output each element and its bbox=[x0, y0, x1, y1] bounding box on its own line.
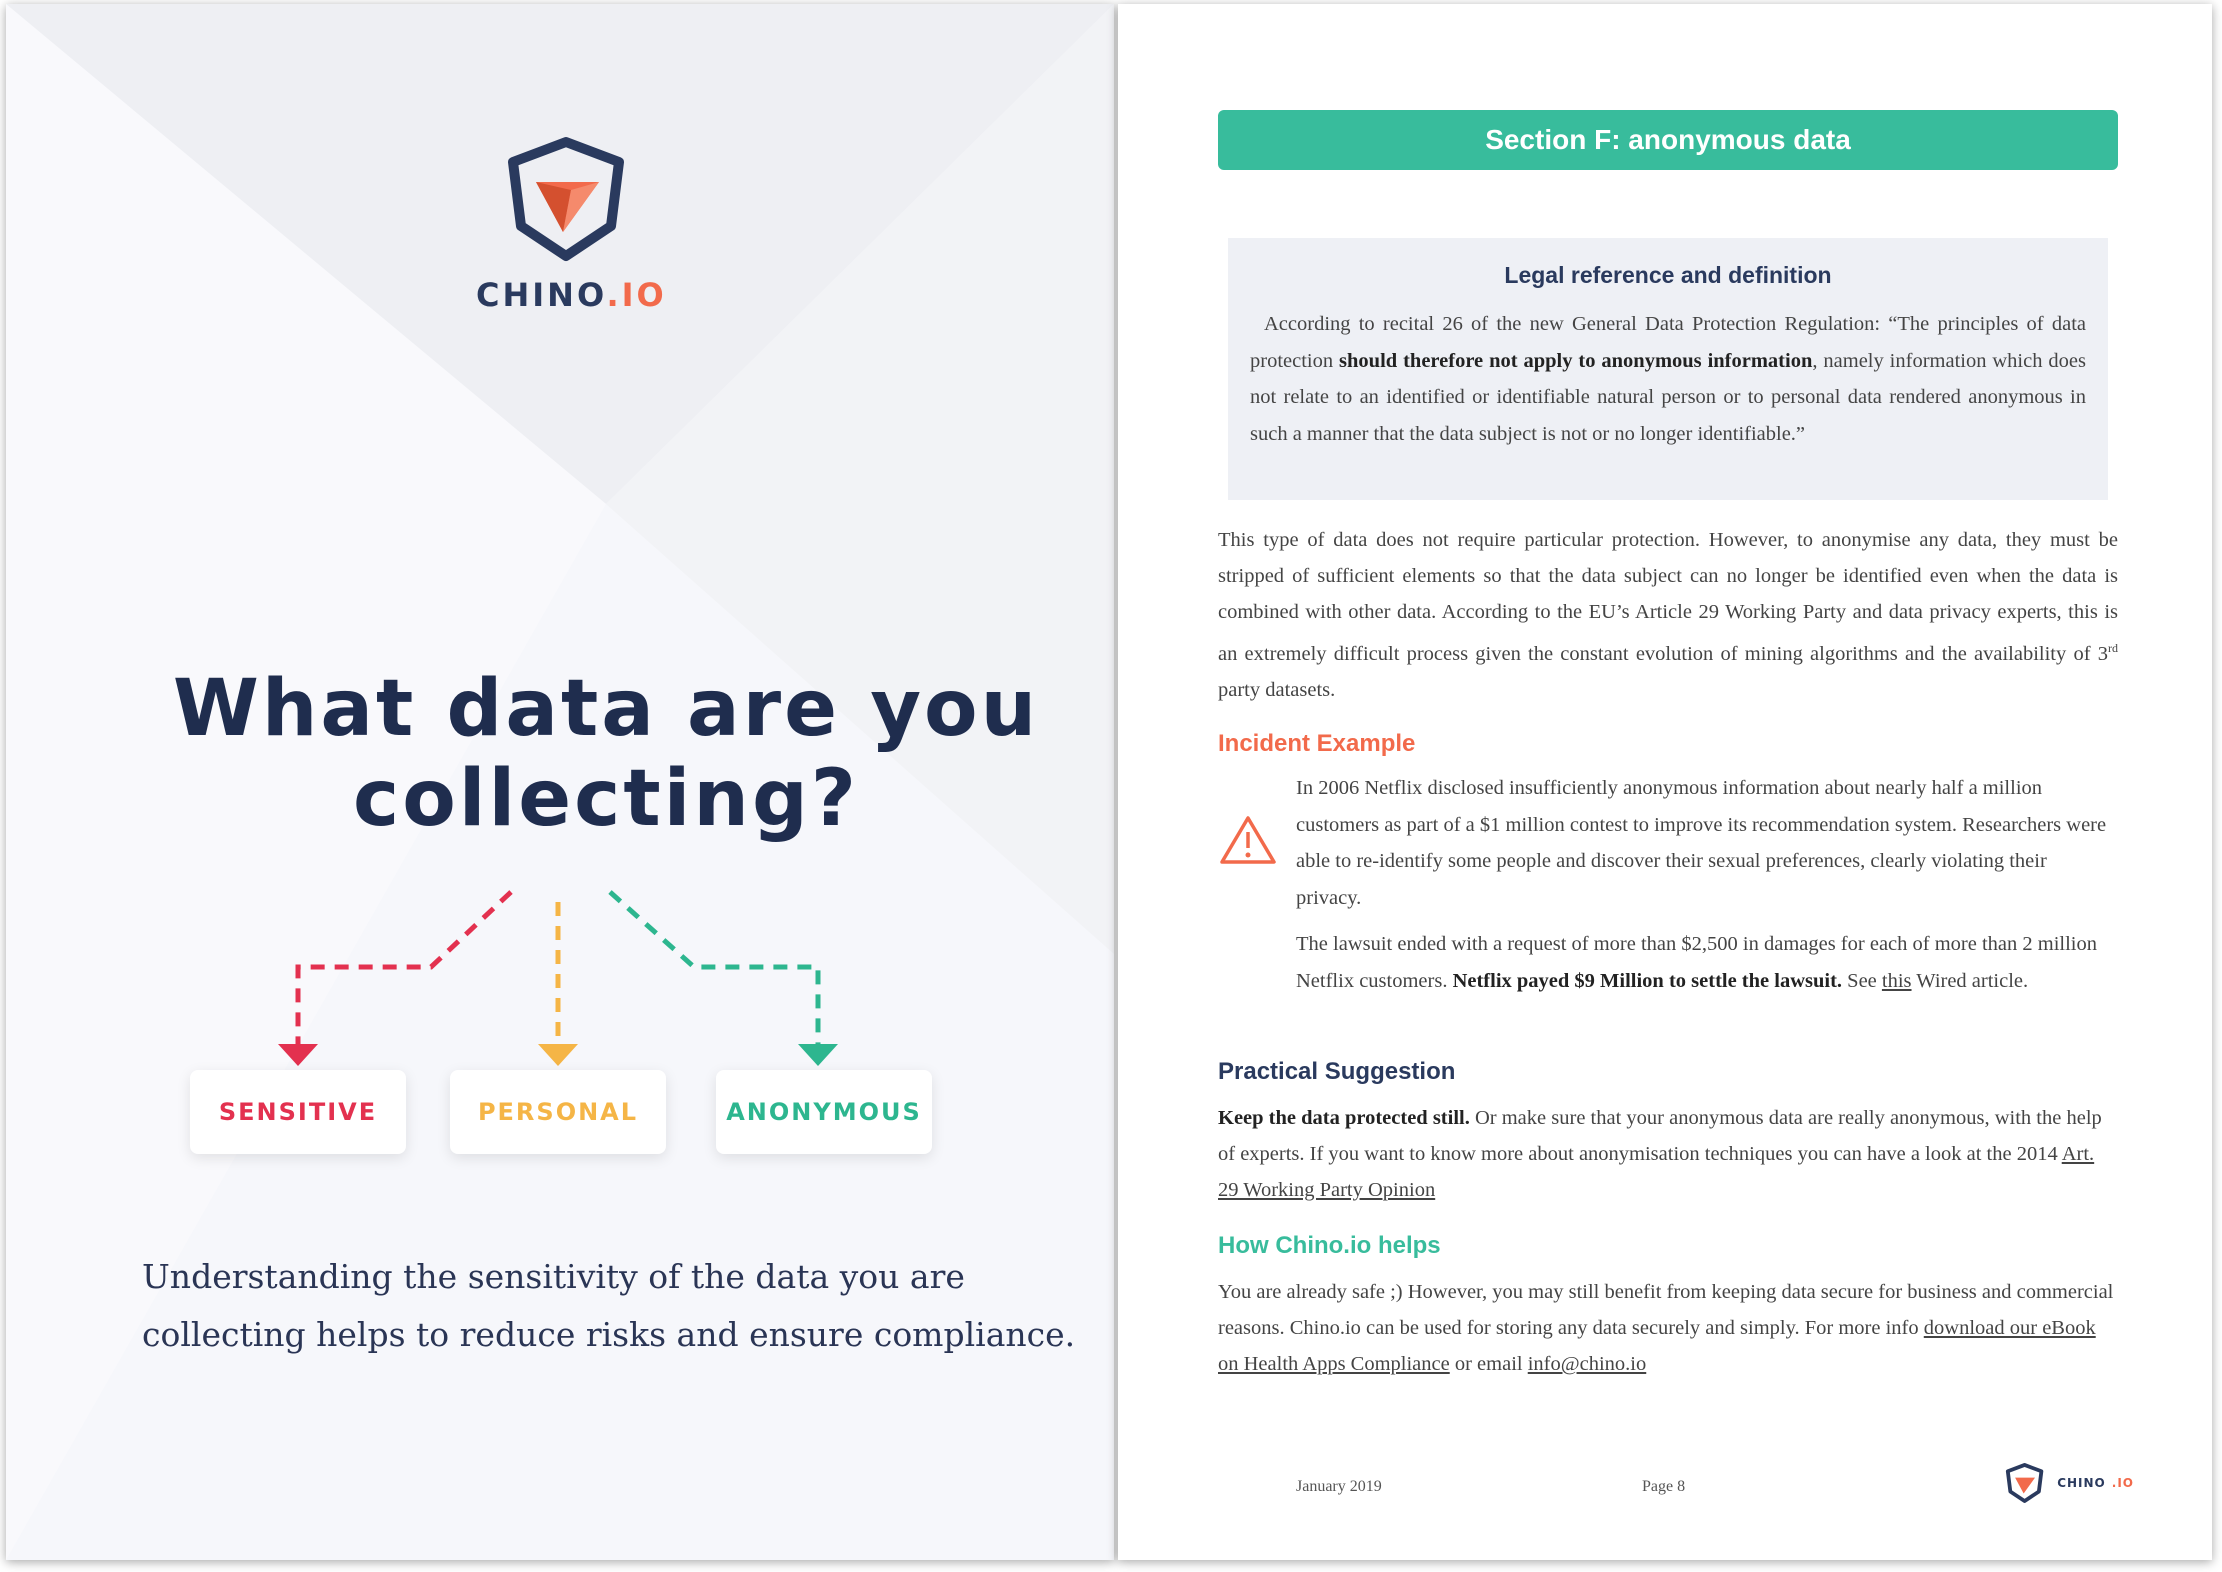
tag-anonymous bbox=[716, 1070, 932, 1154]
anonymous-arrow-icon bbox=[798, 1044, 838, 1066]
logo-name-part1: CHINO bbox=[476, 276, 607, 314]
footer-logo-wordmark bbox=[2051, 1476, 2134, 1490]
incident-paragraph-1: In 2006 Netflix disclosed insufficiently anonymous information about nearly half a million customers as part of a $1 million contest to improve its recommendation system. Researchers were able to re-identify some people and discover their sexual preferences, clearly violating their privacy. bbox=[1296, 777, 2107, 909]
cover-title-line1: What data are you bbox=[172, 664, 1040, 754]
sensitive-arrow-icon bbox=[278, 1044, 318, 1066]
intro-paragraph bbox=[1218, 522, 2118, 708]
incident-p2-mid: See bbox=[1842, 969, 1882, 992]
intro-text: This type of data does not require particular protection. However, to anonymise any data, they must be stripped of sufficient elements so that the data subject can no longer be identified even when the data is combined with other data. According to the EU’s Article 29 Working Party and data privacy experts, this is an extremely difficult process given the constant evolution of mining algorithms and the availability of 3 bbox=[1218, 529, 2118, 665]
intro-text-end: party datasets. bbox=[1218, 678, 1336, 701]
section-title: Section F: anonymous data bbox=[1485, 124, 1851, 155]
cover-subtitle bbox=[142, 1248, 1102, 1364]
helps-text: You are already safe ;) However, you may still benefit from keeping data secure for business and commercial reasons. Chino.io can be used for storing any data securely and simply. For more info bbox=[1218, 1281, 2114, 1339]
footer-page-number: Page 8 bbox=[1642, 1478, 1686, 1495]
warning-icon bbox=[1218, 814, 1278, 866]
section-title-bar bbox=[1218, 110, 2118, 170]
legal-text-before: According to recital 26 of the new General Data Protection Regulation: “The principles of data protection bbox=[1250, 313, 2086, 372]
legal-text-after: , namely information which does not relate to an identified or identifiable natural person or to personal data rendered anonymous in such a manner that the data subject is not or no longer identifiable.” bbox=[1250, 349, 2086, 445]
working-party-opinion-link[interactable]: Art. 29 Working Party Opinion bbox=[1218, 1143, 2095, 1201]
suggestion-text: Or make sure that your anonymous data are really anonymous, with the help of experts. If you want to know more about anonymisation techniques you can have a look at the 2014 bbox=[1218, 1107, 2102, 1165]
cover-title-line2: collecting? bbox=[352, 754, 860, 844]
legal-text-bold: should therefore not apply to anonymous information bbox=[1339, 349, 1813, 372]
legal-reference-box bbox=[1228, 238, 2108, 500]
incident-paragraph-2 bbox=[1296, 926, 2116, 999]
content-page bbox=[1118, 4, 2212, 1560]
tag-sensitive bbox=[190, 1070, 406, 1154]
wired-article-link[interactable]: this bbox=[1881, 969, 1912, 992]
helps-heading: How Chino.io helps bbox=[1218, 1232, 1441, 1259]
suggestion-heading: Practical Suggestion bbox=[1218, 1058, 1456, 1085]
cover-page bbox=[6, 4, 1114, 1560]
footer-date: January 2019 bbox=[1296, 1478, 1382, 1495]
footer-logo-part1: CHINO bbox=[2057, 1476, 2106, 1490]
helps-mid: or email bbox=[1449, 1353, 1528, 1375]
helps-paragraph bbox=[1218, 1274, 2118, 1382]
incident-p2-end: Wired article. bbox=[1911, 969, 2029, 992]
incident-p2-before: The lawsuit ended with a request of more than $2,500 in damages for each of more than 2 million Netflix customers. bbox=[1296, 933, 2097, 992]
incident-heading: Incident Example bbox=[1218, 730, 1416, 757]
logo-name-part2: .IO bbox=[606, 276, 667, 314]
personal-arrow-icon bbox=[538, 1044, 578, 1066]
footer-shield-icon bbox=[2004, 1461, 2045, 1505]
cover-subtitle-line2: collecting helps to reduce risks and ensure compliance. bbox=[142, 1315, 1076, 1354]
legal-text bbox=[1250, 306, 2086, 452]
anonymous-flow-line bbox=[610, 892, 818, 1044]
footer-logo bbox=[2004, 1458, 2134, 1508]
cover-subtitle-line1: Understanding the sensitivity of the data you are bbox=[142, 1257, 965, 1296]
data-flow-diagram bbox=[6, 4, 1114, 1104]
intro-sup: rd bbox=[2108, 641, 2118, 655]
suggestion-paragraph bbox=[1218, 1100, 2118, 1208]
incident-p2-bold: Netflix payed $9 Million to settle the lawsuit. bbox=[1452, 969, 1843, 992]
sensitive-flow-line bbox=[298, 892, 511, 1044]
legal-title: Legal reference and definition bbox=[1504, 262, 1832, 288]
tag-anonymous-label: ANONYMOUS bbox=[726, 1098, 922, 1126]
ebook-link[interactable]: download our eBook on Health Apps Compliance bbox=[1218, 1317, 2096, 1375]
suggestion-bold: Keep the data protected still. bbox=[1218, 1107, 1470, 1129]
email-link[interactable]: info@chino.io bbox=[1527, 1353, 1647, 1375]
footer-logo-part2: .IO bbox=[2111, 1476, 2134, 1490]
tag-personal bbox=[450, 1070, 666, 1154]
tag-sensitive-label: SENSITIVE bbox=[218, 1098, 378, 1126]
tag-personal-label: PERSONAL bbox=[477, 1098, 639, 1126]
